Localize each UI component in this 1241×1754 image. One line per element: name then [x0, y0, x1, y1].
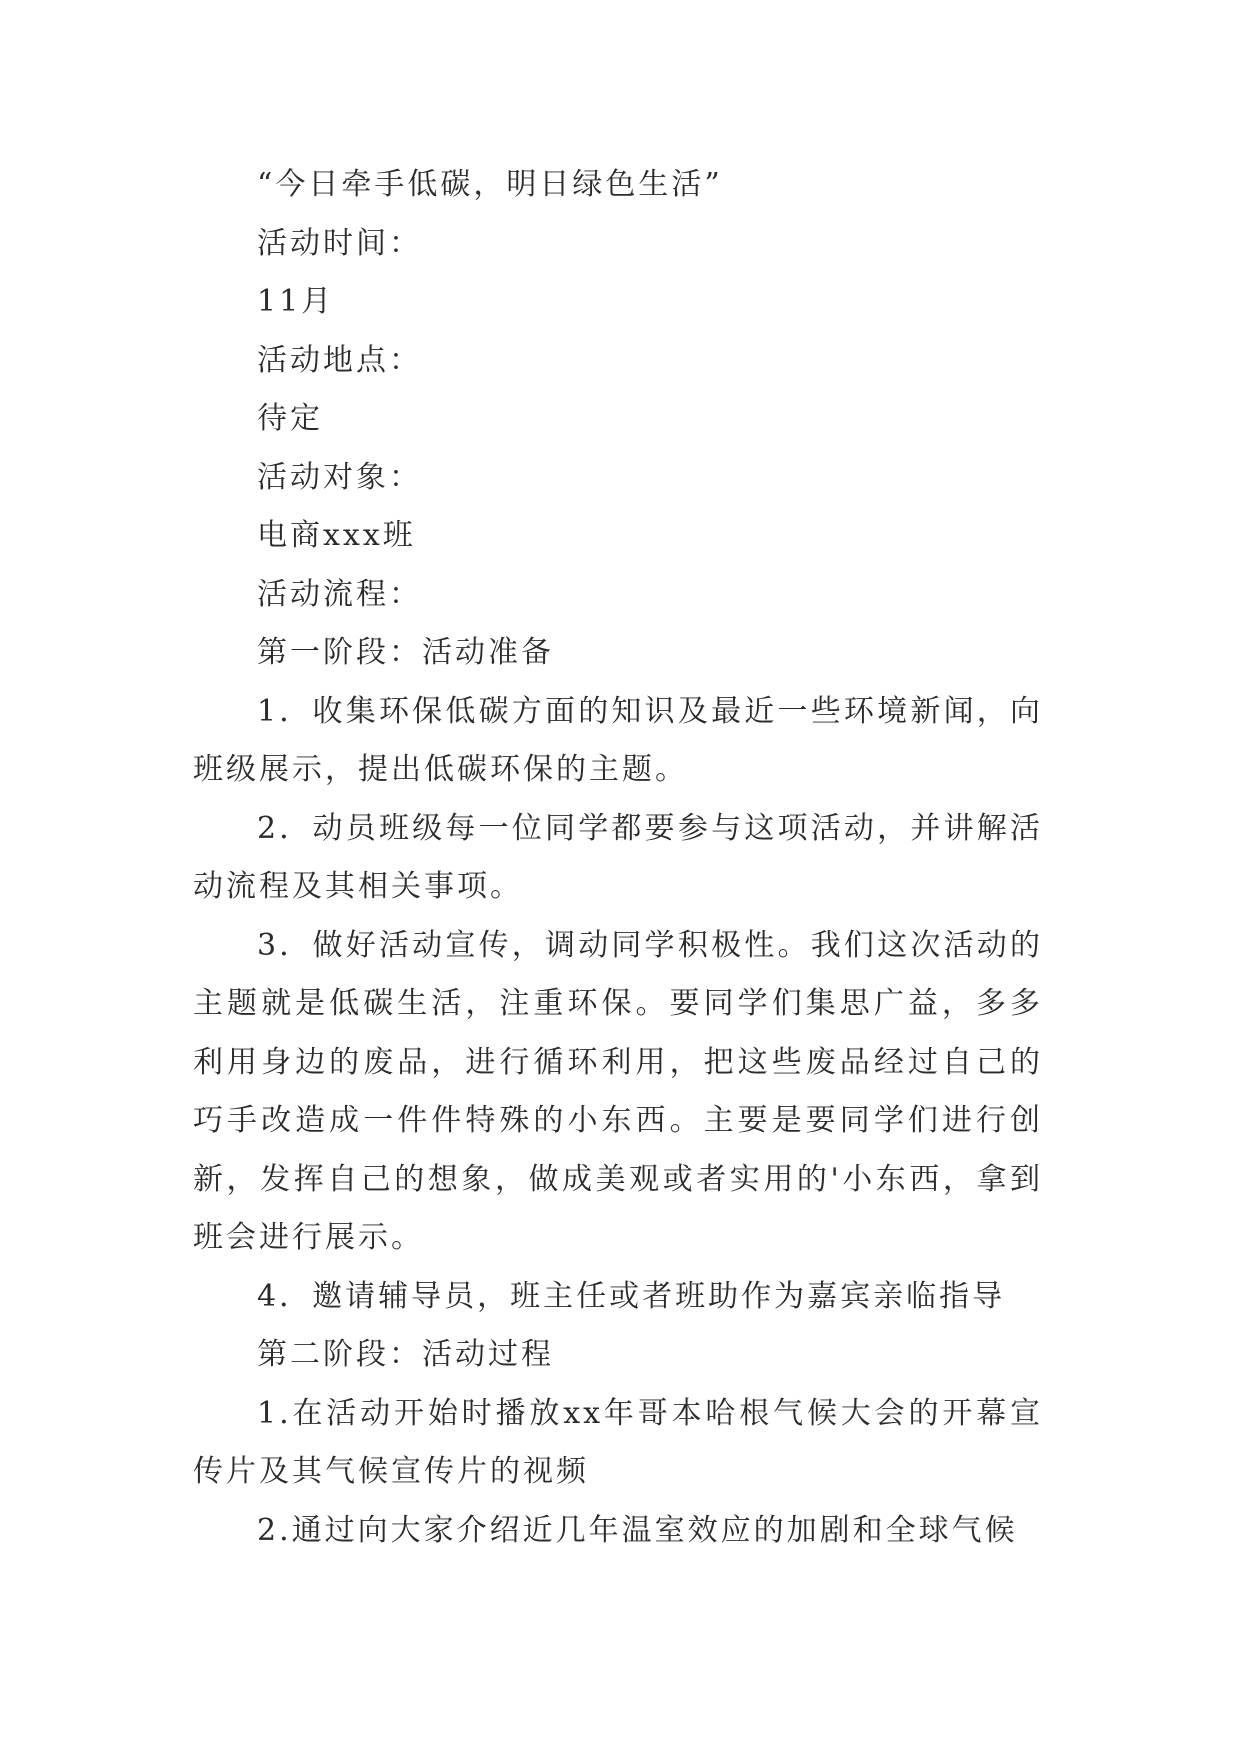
stage1-item1: 1．收集环保低碳方面的知识及最近一些环境新闻，向班级展示，提出低碳环保的主题。: [193, 693, 1043, 787]
stage1-item2: 2．动员班级每一位同学都要参与这项活动，并讲解活动流程及其相关事项。: [193, 810, 1043, 904]
time-label: 活动时间：: [257, 225, 422, 261]
place-label: 活动地点：: [257, 342, 422, 378]
stage2-item1: 1.在活动开始时播放xx年哥本哈根气候大会的开幕宣传片及其气候宣传片的视频: [193, 1395, 1043, 1489]
stage1-title: 第一阶段：活动准备: [257, 635, 554, 670]
target-value: 电商xxx班: [257, 518, 416, 553]
slogan: “今日牵手低碳，明日绿色生活”: [257, 167, 723, 202]
process-label: 活动流程：: [257, 576, 422, 612]
stage1-item4: 4．邀请辅导员，班主任或者班助作为嘉宾亲临指导: [257, 1278, 1006, 1314]
stage2-item2: 2.通过向大家介绍近几年温室效应的加剧和全球气候: [257, 1512, 1018, 1548]
time-value: 11月: [257, 284, 335, 319]
stage2-title: 第二阶段：活动过程: [257, 1337, 554, 1372]
stage1-item3: 3．做好活动宣传，调动同学积极性。我们这次活动的主题就是低碳生活，注重环保。要同学们集思广益，多多利用身边的废品，进行循环利用，把这些废品经过自己的巧手改造成一件件特殊的小东西。主要是要同学们进行创新，发挥自己的想象，做成美观或者实用的'小东西，拿到班会进行展示。: [193, 927, 1043, 1255]
target-label: 活动对象：: [257, 459, 422, 495]
document-body: [193, 156, 1053, 1560]
place-value: 待定: [257, 401, 323, 436]
